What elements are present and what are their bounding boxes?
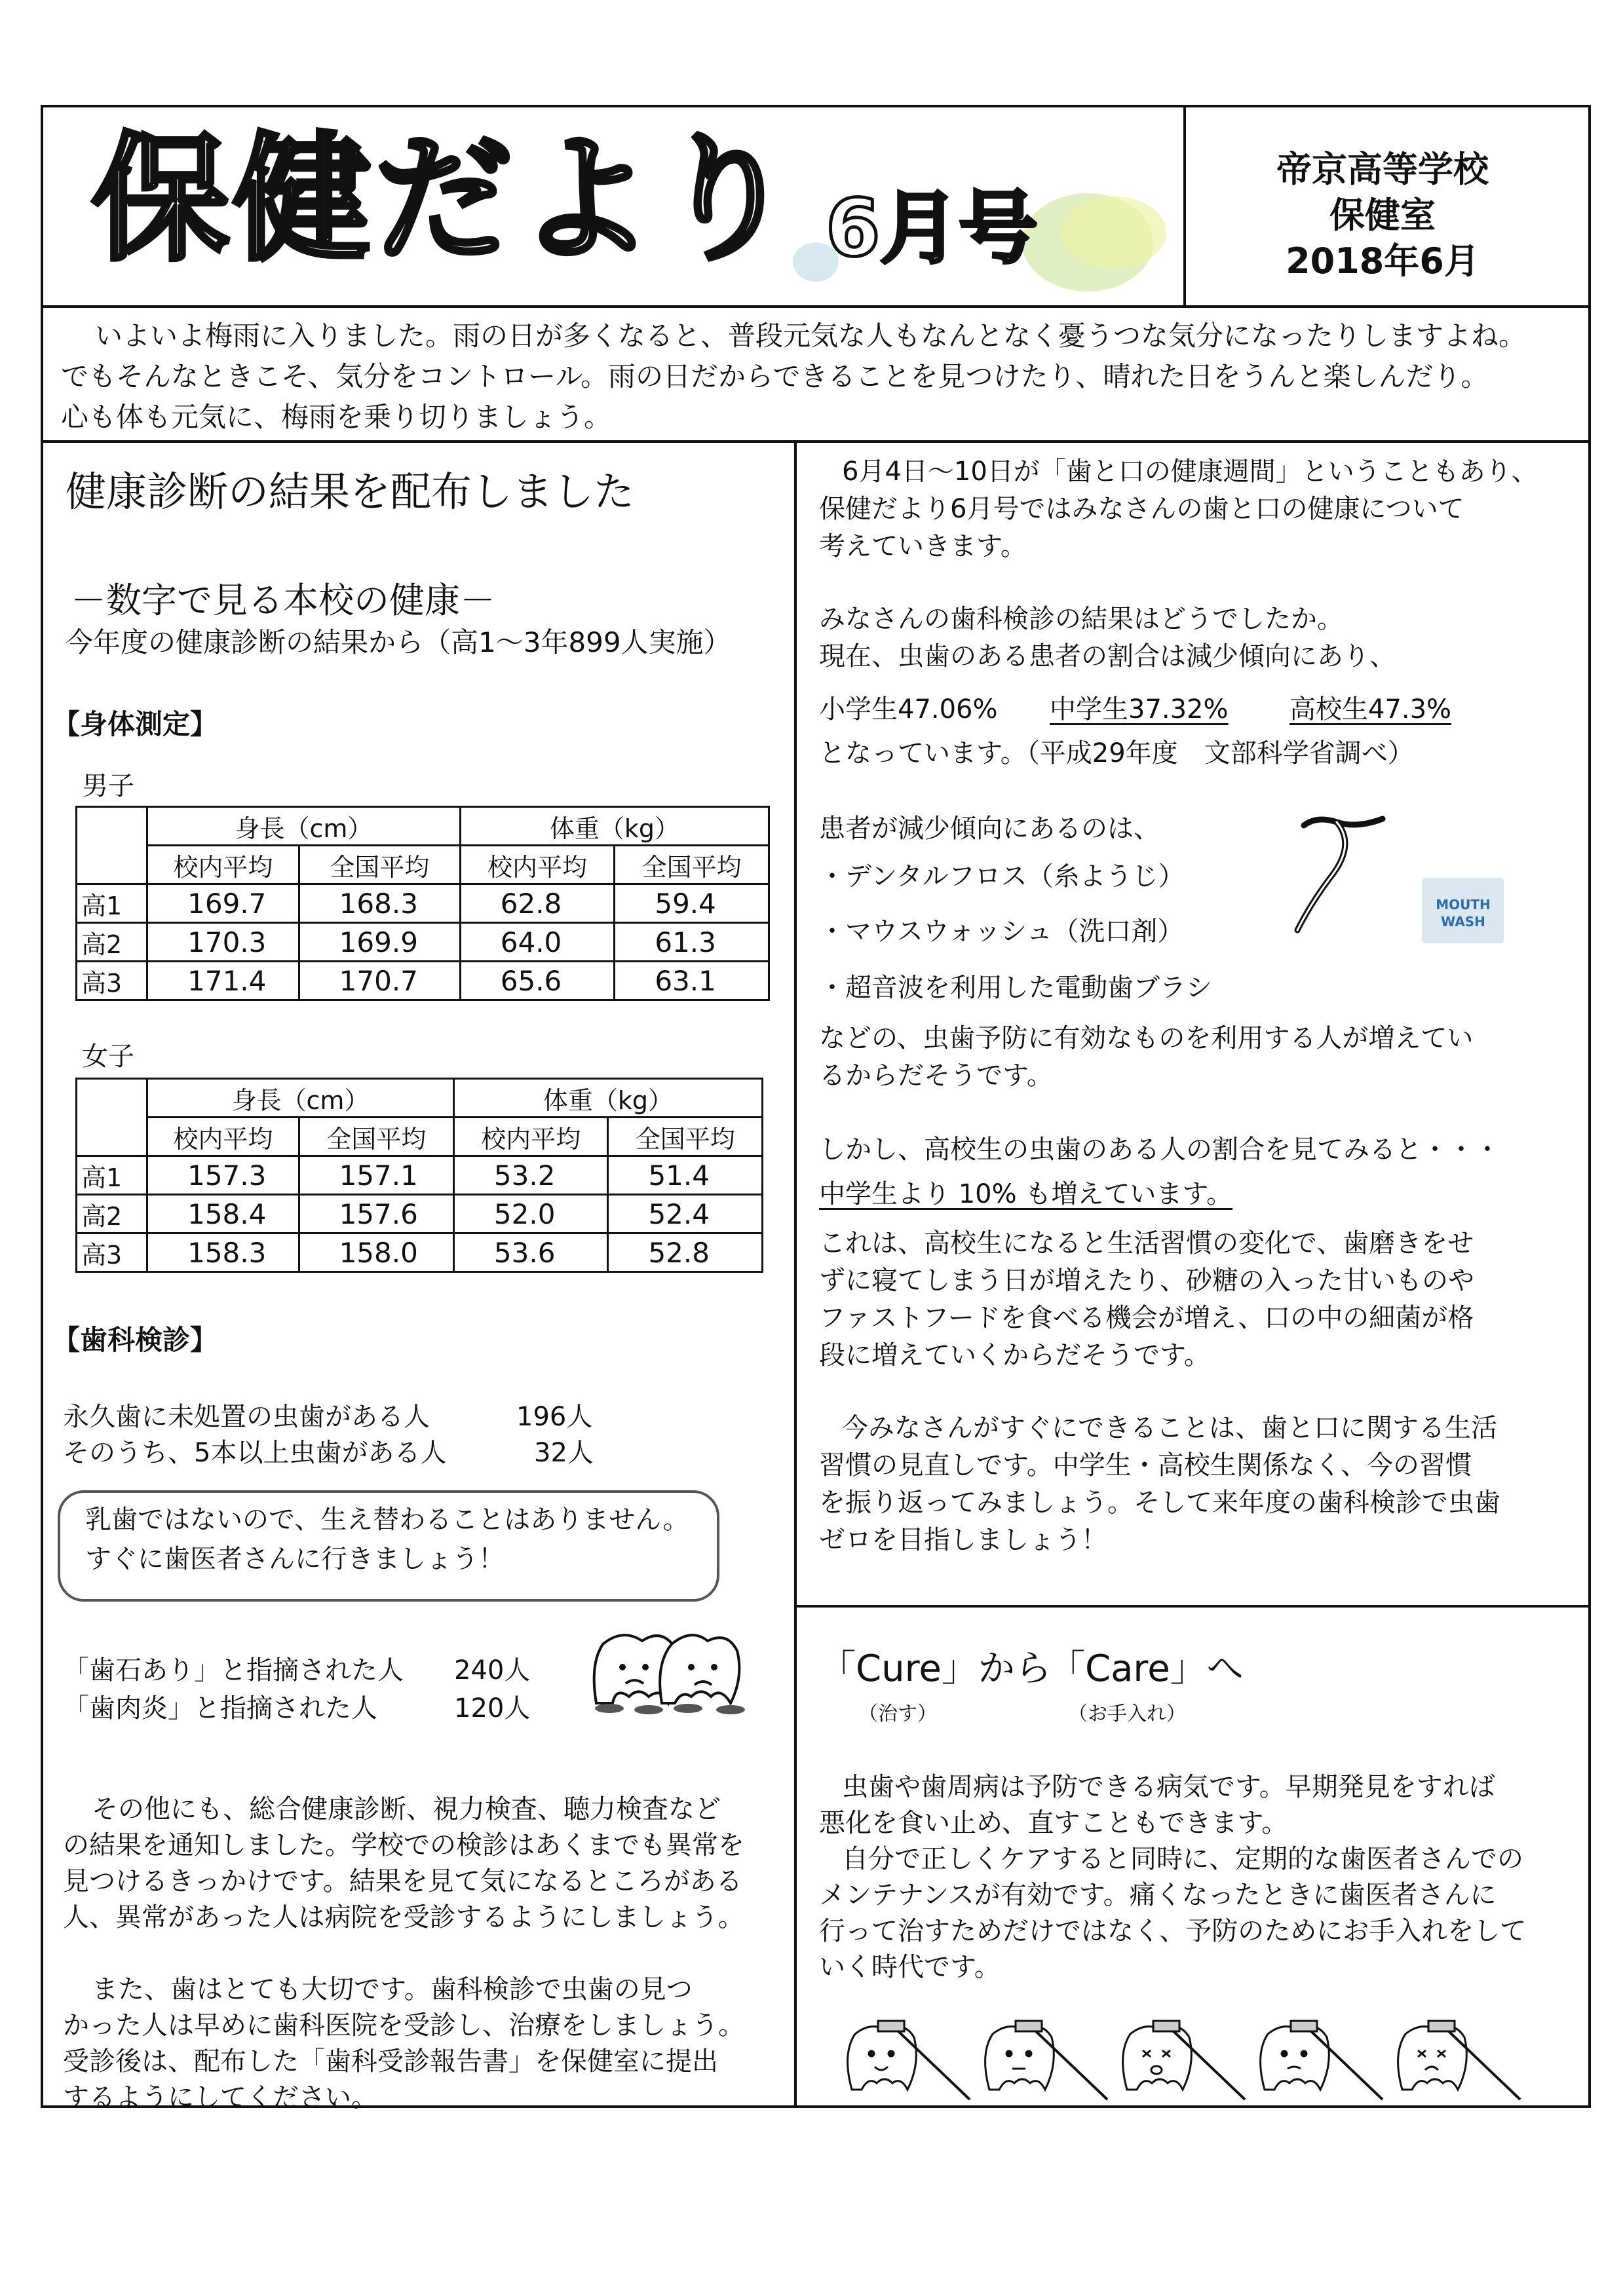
page-title: 保健だより bbox=[92, 119, 800, 280]
action-line-1: 今みなさんがすぐにできることは、歯と口に関する生活 bbox=[842, 1413, 1497, 1443]
checkup-trend: 現在、虫歯のある患者の割合は減少傾向にあり、 bbox=[819, 641, 1396, 671]
prevention-line-2: るからだそうです。 bbox=[819, 1061, 1053, 1091]
weight-nation-cell: 59.4 bbox=[615, 884, 769, 923]
dentist-note-line-1: 乳歯ではないので、生え替わることはありません。 bbox=[85, 1505, 689, 1535]
dental-untreated-label: 永久歯に未処置の虫歯がある人 bbox=[63, 1402, 430, 1432]
results-paragraph-1-line-4: 人、異常があった人は病院を受診するようにしましょう。 bbox=[63, 1902, 744, 1932]
stat-middle: 中学生37.32% bbox=[1050, 694, 1229, 725]
lifestyle-line-3: ファストフードを食べる機会が増え、口の中の細菌が格 bbox=[819, 1303, 1474, 1333]
section-dental: 【歯科検診】 bbox=[52, 1324, 218, 1356]
care-section-rule bbox=[794, 1605, 1591, 1608]
lifestyle-line-1: これは、高校生になると生活習慣の変化で、歯磨きをせ bbox=[819, 1228, 1474, 1258]
action-line-3: を振り返ってみましょう。そして来年度の歯科検診で虫歯 bbox=[819, 1488, 1500, 1518]
care-paragraph-2-line-3: 行って治すためだけではなく、予防のためにお手入れをして bbox=[819, 1916, 1527, 1946]
table-row bbox=[77, 962, 769, 1000]
table-row bbox=[77, 884, 769, 923]
results-paragraph-2-line-1: また、歯はとても大切です。歯科検診で虫歯の見つ bbox=[92, 1974, 693, 2004]
stat-source: となっています。（平成29年度 文部科学省調べ） bbox=[819, 738, 1414, 768]
care-paragraph-2-line-1: 自分で正しくケアすると同時に、定期的な歯医者さんでの bbox=[842, 1844, 1523, 1874]
weight-school-cell: 52.0 bbox=[453, 1195, 608, 1233]
height-nation-cell: 157.1 bbox=[299, 1156, 453, 1195]
care-ruby: （お手入れ） bbox=[1068, 1703, 1186, 1725]
dental-five-plus-label: そのうち、5本以上虫歯がある人 bbox=[63, 1438, 447, 1468]
weight-nation-cell: 52.8 bbox=[608, 1233, 763, 1272]
results-paragraph-2-line-2: かった人は早めに歯科医院を受診し、治療をしましょう。 bbox=[63, 2010, 744, 2041]
decline-item-mouthwash: ・マウスウォッシュ（洗口剤） bbox=[819, 916, 1184, 947]
stat-high: 高校生47.3% bbox=[1289, 694, 1452, 725]
table-row bbox=[77, 1156, 763, 1195]
dental-week-line-1: 6月4日～10日が「歯と口の健康週間」ということもあり、 bbox=[842, 457, 1538, 487]
intro-bottom-rule bbox=[41, 440, 1591, 443]
intro-line-2: でもそんなときこそ、気分をコントロール。雨の日だからできることを見つけたり、晴れた日をうんと楽しんだり。 bbox=[61, 360, 1489, 392]
grade-cell: 高3 bbox=[77, 1233, 147, 1272]
height-nation-cell: 169.9 bbox=[299, 923, 460, 962]
mouthwash-label: MOUTH WASH bbox=[1436, 897, 1491, 930]
tartar-label: 「歯石あり」と指摘された人 bbox=[63, 1655, 404, 1685]
table-row bbox=[77, 923, 769, 962]
action-line-2: 習慣の見直しです。中学生・高校生関係なく、今の習慣 bbox=[819, 1450, 1472, 1480]
weight-school-cell: 65.6 bbox=[460, 962, 615, 1000]
lifestyle-line-4: 段に増えていくからだそうです。 bbox=[819, 1340, 1210, 1370]
cure-ruby: （治す） bbox=[858, 1703, 937, 1725]
intro-line-3: 心も体も元気に、梅雨を乗り切りましょう。 bbox=[61, 401, 612, 433]
sub-school-avg: 校内平均 bbox=[147, 846, 299, 884]
height-school-cell: 158.3 bbox=[147, 1233, 299, 1272]
grade-cell: 高1 bbox=[77, 1156, 147, 1195]
height-nation-cell: 157.6 bbox=[299, 1195, 453, 1233]
brushing-teeth-illustration bbox=[839, 2018, 1573, 2103]
weight-nation-cell: 51.4 bbox=[608, 1156, 763, 1195]
results-heading: 健康診断の結果を配布しました bbox=[66, 468, 635, 516]
height-school-cell: 158.4 bbox=[147, 1195, 299, 1233]
results-paragraph-2-line-3: 受診後は、配布した「歯科受診報告書」を保健室に提出 bbox=[63, 2046, 718, 2077]
office-name: 保健室 bbox=[1329, 195, 1436, 236]
boys-table bbox=[75, 806, 770, 1001]
header-bottom-rule bbox=[41, 305, 1591, 308]
grade-cell: 高3 bbox=[77, 962, 147, 1000]
results-source-note: 今年度の健康診断の結果から（高1～3年899人実施） bbox=[66, 626, 731, 658]
highschool-emphasis: 中学生より 10% も増えています。 bbox=[819, 1179, 1233, 1209]
sub-nation-avg: 全国平均 bbox=[299, 1118, 453, 1156]
floss-pick-icon bbox=[1284, 812, 1396, 943]
col-weight: 体重（kg） bbox=[460, 807, 769, 846]
height-school-cell: 169.7 bbox=[147, 884, 299, 923]
height-nation-cell: 170.7 bbox=[299, 962, 460, 1000]
girls-table bbox=[75, 1078, 763, 1273]
height-nation-cell: 158.0 bbox=[299, 1233, 453, 1272]
care-paragraph-2-line-4: いく時代です。 bbox=[819, 1952, 1001, 1982]
height-nation-cell: 168.3 bbox=[299, 884, 460, 923]
weight-nation-cell: 61.3 bbox=[615, 923, 769, 962]
results-paragraph-1-line-3: 見つけるきっかけです。結果を見て気になるところがある bbox=[63, 1866, 742, 1896]
sub-nation-avg: 全国平均 bbox=[608, 1118, 763, 1156]
care-heading-care: 「Care」へ bbox=[1048, 1647, 1244, 1690]
results-paragraph-1-line-1: その他にも、総合健康診断、視力検査、聴力検査など bbox=[92, 1794, 721, 1824]
sub-school-avg: 校内平均 bbox=[460, 846, 615, 884]
weight-school-cell: 53.6 bbox=[453, 1233, 608, 1272]
dental-untreated-value: 196人 bbox=[516, 1402, 593, 1432]
action-line-4: ゼロを目指しましょう！ bbox=[819, 1525, 1107, 1555]
care-paragraph-2-line-2: メンテナンスが有効です。痛くなったときに歯医者さんに bbox=[819, 1880, 1497, 1910]
height-school-cell: 157.3 bbox=[147, 1156, 299, 1195]
height-school-cell: 171.4 bbox=[147, 962, 299, 1000]
table-row bbox=[77, 1195, 763, 1233]
issue-date: 2018年6月 bbox=[1286, 240, 1480, 282]
sub-school-avg: 校内平均 bbox=[453, 1118, 608, 1156]
gum-label: 「歯肉炎」と指摘された人 bbox=[63, 1693, 377, 1723]
grade-cell: 高1 bbox=[77, 884, 147, 923]
results-paragraph-1-line-2: の結果を通知しました。学校での検診はあくまでも異常を bbox=[63, 1830, 744, 1860]
gum-value: 120人 bbox=[454, 1693, 531, 1723]
column-divider bbox=[794, 440, 797, 2108]
decline-item-floss: ・デンタルフロス（糸ようじ） bbox=[819, 861, 1185, 892]
table-row bbox=[77, 1233, 763, 1272]
care-paragraph-1-line-2: 悪化を食い止め、直すこともできます。 bbox=[819, 1808, 1288, 1838]
height-school-cell: 170.3 bbox=[147, 923, 299, 962]
highschool-observation: しかし、高校生の虫歯のある人の割合を見てみると・・・ bbox=[819, 1135, 1500, 1165]
dentist-note-line-2: すぐに歯医者さんに行きましょう！ bbox=[85, 1544, 505, 1574]
section-body-measurement: 【身体測定】 bbox=[52, 708, 218, 740]
weight-school-cell: 64.0 bbox=[460, 923, 615, 962]
stat-elementary: 小学生47.06% bbox=[819, 694, 998, 725]
issue-label: 6月号 bbox=[826, 183, 1038, 274]
dental-week-line-2: 保健だより6月号ではみなさんの歯と口の健康について bbox=[819, 494, 1464, 524]
sub-nation-avg: 全国平均 bbox=[299, 846, 460, 884]
decline-intro: 患者が減少傾向にあるのは、 bbox=[819, 814, 1160, 844]
grade-cell: 高2 bbox=[77, 1195, 147, 1233]
sub-school-avg: 校内平均 bbox=[147, 1118, 299, 1156]
care-heading-cure: 「Cure」から bbox=[819, 1647, 1052, 1690]
grade-cell: 高2 bbox=[77, 923, 147, 962]
care-paragraph-1-line-1: 虫歯や歯周病は予防できる病気です。早期発見をすれば bbox=[842, 1772, 1495, 1802]
decline-item-toothbrush: ・超音波を利用した電動歯ブラシ bbox=[819, 973, 1212, 1003]
table-corner bbox=[77, 1079, 147, 1156]
teeth-illustration bbox=[583, 1625, 754, 1716]
tartar-value: 240人 bbox=[454, 1655, 531, 1685]
weight-nation-cell: 63.1 bbox=[615, 962, 769, 1000]
col-weight: 体重（kg） bbox=[453, 1079, 762, 1118]
girls-label: 女子 bbox=[82, 1042, 134, 1072]
decor-yellow-blob bbox=[1061, 197, 1166, 269]
sub-nation-avg: 全国平均 bbox=[615, 846, 769, 884]
weight-school-cell: 53.2 bbox=[453, 1156, 608, 1195]
checkup-question: みなさんの歯科検診の結果はどうでしたか。 bbox=[819, 604, 1343, 634]
dental-week-line-3: 考えていきます。 bbox=[819, 531, 1027, 561]
table-corner bbox=[77, 807, 147, 884]
results-subheading: －数字で見る本校の健康－ bbox=[71, 580, 495, 621]
lifestyle-line-2: ずに寝てしまう日が増えたり、砂糖の入った甘いものや bbox=[819, 1266, 1474, 1296]
intro-line-1: いよいよ梅雨に入りました。雨の日が多くなると、普段元気な人もなんとなく憂うつな気分になったりしますよね。 bbox=[95, 320, 1527, 352]
school-name: 帝京高等学校 bbox=[1276, 149, 1489, 190]
weight-school-cell: 62.8 bbox=[460, 884, 615, 923]
prevention-line-1: などの、虫歯予防に有効なものを利用する人が増えてい bbox=[819, 1023, 1474, 1053]
weight-nation-cell: 52.4 bbox=[608, 1195, 763, 1233]
col-height: 身長（cm） bbox=[147, 1079, 454, 1118]
col-height: 身長（cm） bbox=[147, 807, 461, 846]
dental-five-plus-value: 32人 bbox=[534, 1438, 594, 1468]
results-paragraph-2-line-4: するようにしてください。 bbox=[63, 2082, 377, 2113]
boys-label: 男子 bbox=[82, 771, 134, 801]
